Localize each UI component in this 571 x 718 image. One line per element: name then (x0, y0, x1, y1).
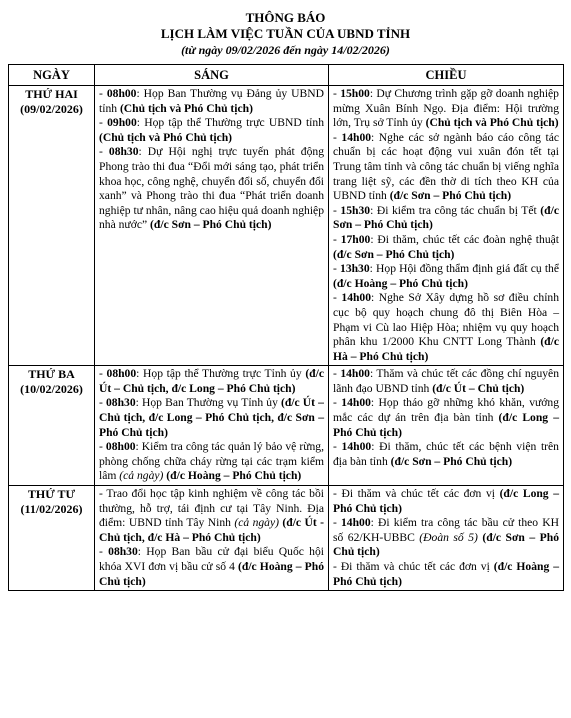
entry-assignee: (đ/c Sơn – Phó Chủ tịch) (389, 189, 512, 203)
morning-cell (95, 86, 329, 366)
schedule-entry: - 14h00: Thăm và chúc tết các đồng chí nguyên lãnh đạo UBND tỉnh (đ/c Út – Chủ tịch) (333, 367, 560, 395)
entry-text: : Họp Ban bầu cử đại biểu Quốc hội khóa XVI đơn vị bầu cử số 4 (99, 545, 324, 573)
entry-assignee: (đ/c Hoàng – Phó Chủ tịch) (333, 276, 468, 290)
schedule-entry: - 14h00: Đi thăm, chúc tết các bệnh viện trên địa bàn tỉnh (đ/c Sơn – Phó Chủ tịch) (333, 440, 559, 468)
entry-time: 13h30 (340, 262, 370, 276)
day-cell (9, 366, 95, 486)
entry-assignee: (đ/c Hoàng – Phó Chủ tịch) (99, 560, 324, 588)
entry-note: (cả ngày) (119, 469, 164, 483)
entry-note: (Đoàn số 5) (419, 530, 478, 544)
day-cell (9, 486, 95, 591)
entry-text: : Họp Hội đồng thẩm định giá đất cụ thể (369, 262, 559, 276)
entry-text: : Dự Chương trình gặp gỡ doanh nghiệp mừng Xuân Bính Ngọ. Địa điểm: Hội trường lớn, Trụ sở Tỉnh ủy (333, 87, 559, 130)
schedule-entry: - 08h00: Họp Ban Thường vụ Đảng ủy UBND tỉnh (Chủ tịch và Phó Chủ tịch) (99, 87, 324, 115)
schedule-entry: - Đi thăm và chúc tết các đơn vị (đ/c Long – Phó Chủ tịch) (333, 487, 559, 515)
morning-cell (95, 366, 329, 486)
afternoon-cell (329, 486, 564, 591)
schedule-entry: - 08h30: Dự Hội nghị trực tuyến phát động Phong trào thi đua “Đổi mới sáng tạo, phát triển khoa học, công nghệ, chuyển đổi số, chuyển đổi xanh” và Phong trào thi đua “Phát triển doanh nghiệp tư nhân, nâng cao hiệu quả doanh nghiệp nhà nước” (đ/c Sơn – Phó Chủ tịch) (99, 145, 324, 232)
entry-time: 14h00 (341, 440, 372, 454)
entry-assignee: (đ/c Sơn – Phó Chủ tịch) (333, 247, 455, 261)
day-cell (9, 86, 95, 366)
document-header (8, 10, 563, 58)
date-range: (từ ngày 09/02/2026 đến ngày 14/02/2026) (181, 43, 390, 57)
day-date: (09/02/2026) (20, 102, 83, 116)
entry-assignee: (đ/c Hoàng – Phó Chủ tịch) (163, 469, 302, 483)
entry-text: : Họp tập thể Thường trực UBND tỉnh (136, 116, 324, 130)
table-row (9, 86, 564, 366)
entry-time: 14h00 (341, 291, 372, 305)
entry-assignee: (đ/c Út - Chủ tịch, đ/c Hà – Phó Chủ tịch) (99, 516, 324, 544)
day-date: (11/02/2026) (20, 502, 83, 517)
schedule-entry: - 14h00: Họp tháo gỡ những khó khăn, vướng mắc các dự án trên địa bàn tỉnh (đ/c Long – Phó Chủ tịch) (333, 396, 559, 439)
entry-assignee: (đ/c Hoàng – Phó Chủ tịch) (333, 560, 559, 588)
schedule-entry: - 14h00: Nghe Sở Xây dựng hồ sơ điều chỉnh cục bộ quy hoạch chung đô thị Biên Hòa – Phạm vi Cù lao Hiệp Hòa; nhiệm vụ quy hoạch phân khu 1/2000 Khu CNTT Long Thành (đ/c Hà – Phó Chủ tịch) (333, 291, 560, 363)
schedule-entry: - 14h00: Đi kiểm tra công tác bầu cử theo KH số 62/KH-UBBC (Đoàn số 5) (đ/c Sơn – Phó Chủ tịch) (333, 516, 559, 559)
entry-text: : Thăm và chúc tết các đồng chí nguyên lãnh đạo UBND tỉnh (333, 367, 560, 395)
entry-text: : Họp Ban Thường vụ Tỉnh ủy (135, 396, 281, 410)
schedule-entry: - 08h30: Họp Ban bầu cử đại biểu Quốc hội khóa XVI đơn vị bầu cử số 4 (đ/c Hoàng – Phó Chủ tịch) (99, 545, 324, 588)
entry-text: : Đi thăm, chúc tết các đoàn nghệ thuật (370, 232, 559, 246)
schedule-entry: - 08h30: Họp Ban Thường vụ Tỉnh ủy (đ/c Út – Chủ tịch, đ/c Long – Phó Chủ tịch, đ/c Sơn – Phó Chủ tịch) (99, 396, 324, 439)
afternoon-cell (329, 86, 564, 366)
afternoon-cell (329, 366, 564, 486)
entry-assignee: (đ/c Sơn – Phó Chủ tịch) (333, 203, 559, 232)
schedule-entry: - 15h00: Dự Chương trình gặp gỡ doanh nghiệp mừng Xuân Bính Ngọ. Địa điểm: Hội trường lớn, Trụ sở Tỉnh ủy (Chủ tịch và Phó Chủ tịch) (333, 87, 559, 130)
schedule-entry: - 15h30: Đi kiểm tra công tác chuẩn bị Tết (đ/c Sơn – Phó Chủ tịch) (333, 203, 559, 232)
entry-assignee: (đ/c Long – Phó Chủ tịch) (333, 487, 559, 515)
notice-title: THÔNG BÁO (245, 10, 326, 25)
entry-text: : Họp Ban Thường vụ Đảng ủy UBND tỉnh (99, 87, 324, 115)
entry-text: : Đi thăm, chúc tết các bệnh viện trên địa bàn tỉnh (333, 440, 559, 468)
entry-assignee: (đ/c Sơn – Phó Chủ tịch) (150, 218, 272, 232)
entry-assignee: (đ/c Út – Chủ tịch) (432, 381, 525, 395)
table-row (9, 486, 564, 591)
entry-assignee: (Chủ tịch và Phó Chủ tịch) (99, 130, 233, 144)
header-morning: SÁNG (95, 65, 329, 86)
entry-text: : Họp tháo gỡ những khó khăn, vướng mắc các dự án trên địa bàn tỉnh (333, 396, 559, 425)
entry-text: : Đi kiểm tra công tác bầu cử theo KH số 62/KH-UBBC (333, 516, 559, 544)
entry-assignee: (Chủ tịch và Phó Chủ tịch) (119, 101, 253, 115)
entry-time: 15h30 (340, 203, 371, 217)
schedule-entry: - Trao đổi học tập kinh nghiệm về công tác bồi thường, hỗ trợ, tái định cư tại Tây Ninh. Địa điểm: UBND tỉnh Tây Ninh (cả ngày) (đ/c Út - Chủ tịch, đ/c Hà – Phó Chủ tịch) (99, 487, 324, 544)
entry-assignee: (đ/c Út – Chủ tịch, đ/c Long – Phó Chủ tịch, đ/c Sơn – Phó Chủ tịch) (99, 396, 324, 439)
schedule-body (9, 86, 564, 591)
day-name: THỨ HAI (25, 87, 78, 101)
entry-text: : Dự Hội nghị trực tuyến phát động Phong trào thi đua “Đổi mới sáng tạo, phát triển khoa học, công nghệ, chuyển đổi số, chuyển đổi xanh” và Phong trào thi đua “Phát triển doanh nghiệp tư nhân, nâng cao hiệu quả doanh nghiệp nhà nước” (99, 145, 324, 232)
schedule-entry: - 08h00: Kiểm tra công tác quản lý bảo vệ rừng, phòng chống chữa cháy rừng tại các trạm kiểm lâm (cả ngày) (đ/c Hoàng – Phó Chủ tịch) (99, 440, 324, 483)
entry-assignee: (đ/c Hà – Phó Chủ tịch) (333, 335, 559, 363)
day-date: (10/02/2026) (20, 382, 83, 397)
day-name: THỨ BA (28, 367, 75, 382)
entry-assignee: (đ/c Út – Chủ tịch, đ/c Long – Phó Chủ tịch) (99, 367, 324, 395)
entry-assignee: (đ/c Sơn – Phó Chủ tịch) (390, 454, 513, 468)
entry-text: : Nghe Sở Xây dựng hồ sơ điều chỉnh cục bộ quy hoạch chung đô thị Biên Hòa – Phạm vi Cù lao Hiệp Hòa; nhiệm vụ quy hoạch phân khu 1/2000 Khu CNTT Long Thành (333, 291, 560, 349)
schedule-entry: - 14h00: Nghe các sở ngành báo cáo công tác chuẩn bị các hoạt động vui xuân đón tết tại Trung tâm tỉnh và công tác chuẩn bị viếng nghĩa trang liệt sỹ, các đền thờ di tích theo KH của UBND tỉnh (đ/c Sơn – Phó Chủ tịch) (333, 130, 559, 203)
schedule-title: LỊCH LÀM VIỆC TUẦN CỦA UBND TỈNH (160, 26, 411, 41)
entry-assignee: (đ/c Sơn – Phó Chủ tịch) (333, 530, 559, 559)
entry-note: (cả ngày) (234, 516, 279, 530)
entry-assignee: (Chủ tịch và Phó Chủ tịch) (425, 116, 559, 130)
day-name: THỨ TƯ (27, 487, 76, 502)
entry-text: Đi thăm và chúc tết các đơn vị (340, 560, 494, 573)
table-row (9, 366, 564, 486)
entry-text: : Đi kiểm tra công tác chuẩn bị Tết (370, 203, 541, 217)
entry-time: 08h00 (106, 367, 137, 381)
entry-time: 09h00 (107, 116, 137, 130)
entry-time: 14h00 (341, 396, 371, 410)
entry-time: 08h30 (108, 545, 138, 559)
entry-text: : Nghe các sở ngành báo cáo công tác chuẩn bị các hoạt động vui xuân đón tết tại Trung tâm tỉnh và công tác chuẩn bị viếng nghĩa trang liệt sỹ, các đền thờ di tích theo KH của UBND tỉnh (333, 130, 559, 203)
entry-time: 14h00 (340, 367, 370, 381)
entry-text: : Họp tập thể Thường trực Tỉnh ủy (136, 367, 306, 381)
entry-time: 15h00 (340, 87, 370, 100)
entry-text: Trao đổi học tập kinh nghiệm về công tác bồi thường, hỗ trợ, tái định cư tại Tây Ninh. Địa điểm: UBND tỉnh Tây Ninh (99, 487, 324, 530)
schedule-entry: - Đi thăm và chúc tết các đơn vị (đ/c Hoàng – Phó Chủ tịch) (333, 560, 559, 588)
table-header-row (9, 65, 564, 86)
schedule-entry: - 17h00: Đi thăm, chúc tết các đoàn nghệ thuật (đ/c Sơn – Phó Chủ tịch) (333, 232, 559, 261)
header-afternoon: CHIỀU (329, 65, 564, 86)
entry-time: 17h00 (340, 232, 371, 246)
entry-time: 14h00 (341, 516, 371, 530)
morning-cell (95, 486, 329, 591)
entry-assignee: (đ/c Long – Phó Chủ tịch) (333, 411, 559, 439)
entry-time: 08h00 (105, 440, 136, 454)
schedule-entry: - 08h00: Họp tập thể Thường trực Tỉnh ủy (đ/c Út – Chủ tịch, đ/c Long – Phó Chủ tịch) (99, 367, 324, 395)
schedule-entry: - 09h00: Họp tập thể Thường trực UBND tỉnh (Chủ tịch và Phó Chủ tịch) (99, 116, 324, 144)
entry-time: 14h00 (341, 130, 372, 144)
entry-text: : Kiểm tra công tác quản lý bảo vệ rừng, phòng chống chữa cháy rừng tại các trạm kiểm lâm (99, 440, 324, 483)
schedule-table (8, 64, 564, 591)
schedule-entry: - 13h30: Họp Hội đồng thẩm định giá đất cụ thể (đ/c Hoàng – Phó Chủ tịch) (333, 262, 559, 290)
header-day: NGÀY (9, 65, 95, 86)
entry-time: 08h30 (106, 396, 136, 410)
entry-time: 08h30 (108, 145, 139, 159)
entry-time: 08h00 (106, 87, 137, 100)
entry-text: Đi thăm và chúc tết các đơn vị (341, 487, 500, 501)
